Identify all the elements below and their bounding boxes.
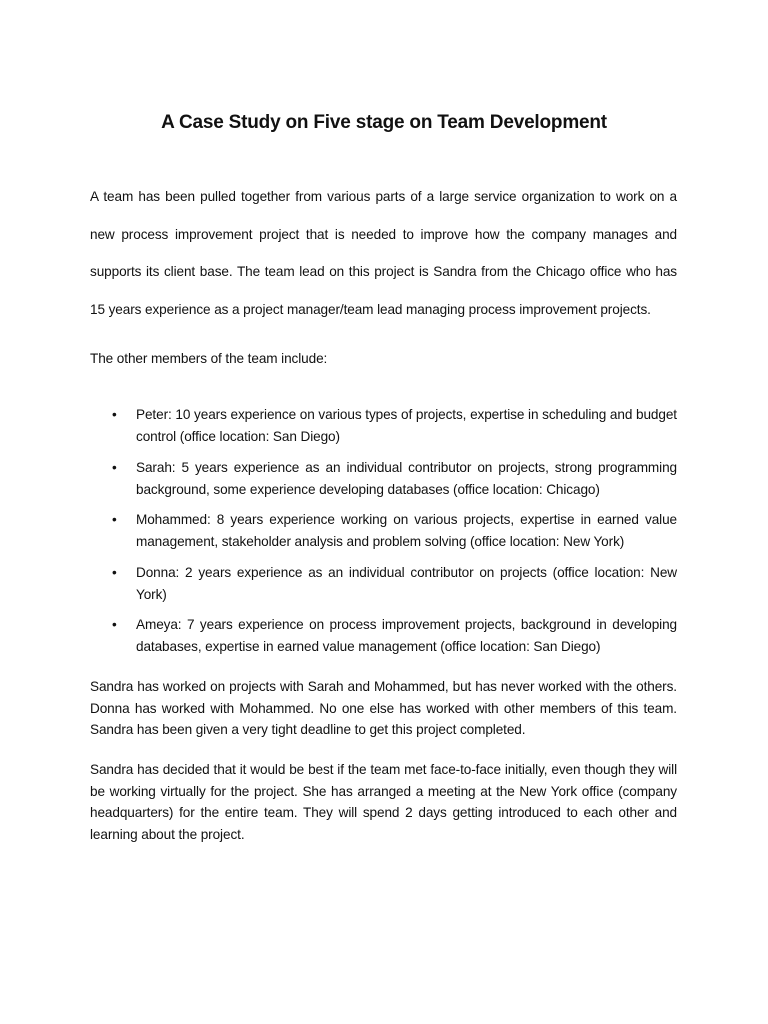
team-member-list: [90, 404, 677, 667]
team-member-item: [90, 404, 677, 448]
team-member-item: [90, 614, 677, 658]
bullet-icon: •: [112, 617, 117, 632]
body-paragraph: Sandra has worked on projects with Sarah and Mohammed, but has never worked with the others. Donna has worked with Mohammed. No one else has worked with other members of this team. Sandra has been given a very tight deadline to get this project completed.: [90, 679, 677, 737]
team-member-item: [90, 457, 677, 501]
team-member-item: [90, 509, 677, 553]
bullet-icon: •: [112, 459, 117, 475]
team-member-text: Ameya: 7 years experience on process improvement projects, background in developing databases, expertise in earned value management (office location: San Diego): [136, 617, 677, 654]
members-intro: The other members of the team include:: [90, 351, 328, 366]
bullet-icon: •: [112, 512, 117, 527]
team-member-text: Donna: 2 years experience as an individual contributor on projects (office location: New York): [136, 564, 677, 602]
team-member-text: Sarah: 5 years experience as an individual contributor on projects, strong programming background, some experience developing databases (office location: Chicago): [136, 459, 677, 497]
team-member-item: [90, 562, 677, 606]
team-member-text: Peter: 10 years experience on various types of projects, expertise in scheduling and budget control (office location: San Diego): [136, 407, 677, 444]
body-paragraph: Sandra has decided that it would be best if the team met face-to-face initially, even though they will be working virtually for the project. She has arranged a meeting at the New York office (company headquarters) for the entire team. They will spend 2 days getting introduced to each other and learning about the project.: [90, 762, 677, 842]
intro-paragraph: A team has been pulled together from various parts of a large service organization to work on a new process improvement project that is needed to improve how the company manages and supports its client base. The team lead on this project is Sandra from the Chicago office who has 15 years experience as a project manager/team lead managing process improvement projects.: [90, 189, 677, 317]
document-title: A Case Study on Five stage on Team Development: [161, 112, 607, 133]
bullet-icon: •: [112, 564, 117, 580]
team-member-text: Mohammed: 8 years experience working on various projects, expertise in earned value management, stakeholder analysis and problem solving (office location: New York): [136, 512, 677, 549]
bullet-icon: •: [112, 407, 117, 422]
